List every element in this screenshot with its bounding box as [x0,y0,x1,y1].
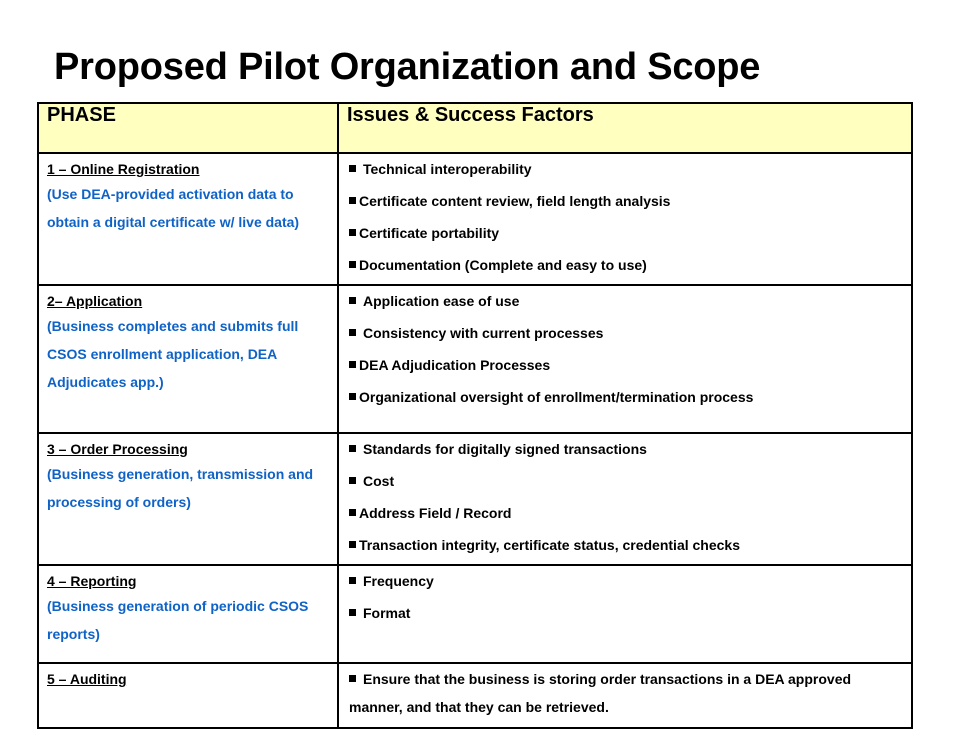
square-bullet-icon [349,165,356,172]
table-row [38,433,912,565]
phase-name: 1 – Online Registration [47,161,200,177]
table-row [38,153,912,285]
list-item: Application ease of use [349,292,903,310]
list-item: Format [349,604,903,622]
table-row [38,285,912,433]
phase-name: 5 – Auditing [47,671,127,687]
square-bullet-icon [349,541,356,548]
square-bullet-icon [349,577,356,584]
table-row [38,565,912,663]
square-bullet-icon [349,393,356,400]
list-item: Documentation (Complete and easy to use) [349,256,903,274]
phase-description: (Business completes and submits full CSOS enrollment application, DEA Adjudicates app.) [47,318,299,390]
square-bullet-icon [349,261,356,268]
square-bullet-icon [349,609,356,616]
scope-table [37,102,913,729]
phase-name: 3 – Order Processing [47,441,188,457]
square-bullet-icon [349,361,356,368]
list-item: Standards for digitally signed transactions [349,440,903,458]
square-bullet-icon [349,329,356,336]
square-bullet-icon [349,297,356,304]
issues-cell [338,153,912,285]
issues-cell [338,565,912,663]
phase-description: (Use DEA-provided activation data to obtain a digital certificate w/ live data) [47,186,300,230]
square-bullet-icon [349,229,356,236]
list-item: Certificate content review, field length analysis [349,192,903,210]
list-item: Transaction integrity, certificate status, credential checks [349,536,903,554]
phase-name: 4 – Reporting [47,573,137,589]
list-item: Consistency with current processes [349,324,903,342]
square-bullet-icon [349,675,356,682]
phase-cell [38,153,338,285]
list-item: Technical interoperability [349,160,903,178]
square-bullet-icon [349,445,356,452]
square-bullet-icon [349,477,356,484]
phase-cell [38,285,338,433]
list-item: Cost [349,472,903,490]
phase-description: (Business generation of periodic CSOS reports) [47,598,309,642]
header-issues: Issues & Success Factors [338,103,912,153]
list-item: Certificate portability [349,224,903,242]
phase-cell [38,565,338,663]
phase-description: (Business generation, transmission and processing of orders) [47,466,314,510]
issues-cell [338,663,912,728]
phase-cell [38,433,338,565]
phase-cell [38,663,338,728]
table-header-row [38,103,912,153]
issues-cell [338,433,912,565]
list-item: Frequency [349,572,903,590]
slide-title: Proposed Pilot Organization and Scope [54,46,761,88]
list-item: Address Field / Record [349,504,903,522]
list-item: Organizational oversight of enrollment/termination process [349,388,903,406]
list-item: Ensure that the business is storing order transactions in a DEA approved manner, and that they can be retrieved. [349,671,852,715]
square-bullet-icon [349,197,356,204]
list-item: DEA Adjudication Processes [349,356,903,374]
phase-name: 2– Application [47,293,143,309]
table-row [38,663,912,728]
header-phase: PHASE [38,103,338,153]
square-bullet-icon [349,509,356,516]
issues-cell [338,285,912,433]
